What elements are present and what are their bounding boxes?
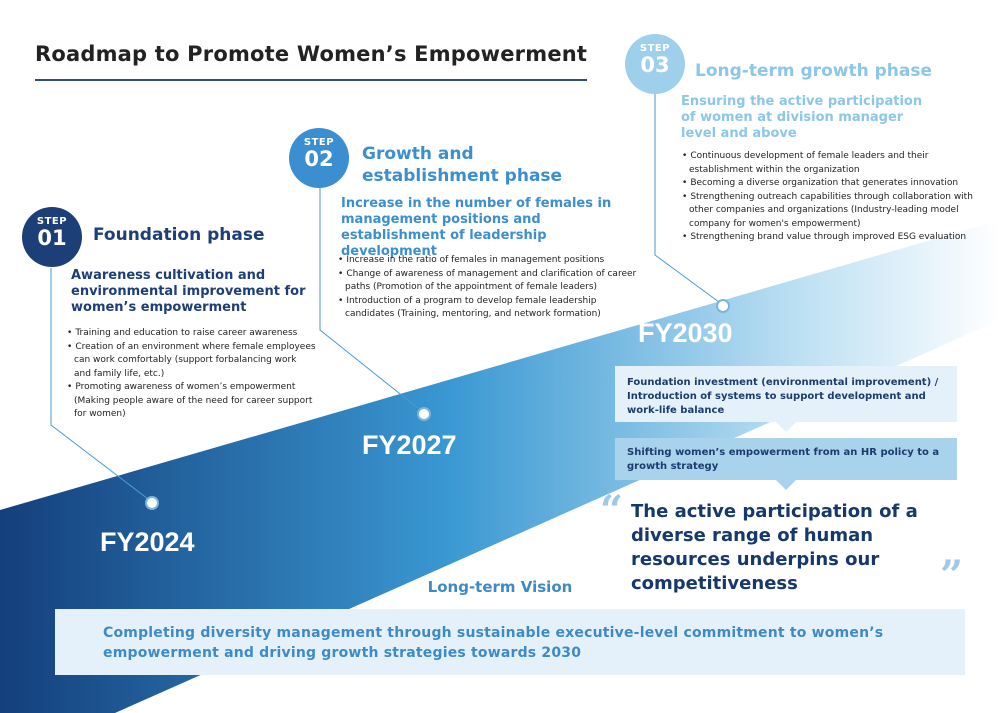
milestone-dot-fy2024 [145,496,159,510]
step-02-subheading: Increase in the number of females in management positions and establishment of leadership development [341,196,612,259]
flow-arrow-1 [776,422,796,432]
step-03-label: STEP [639,43,671,54]
step-01-subheading: Awareness cultivation and environmental improvement for women’s empowerment [71,268,306,315]
step-01-bullets [66,327,316,422]
step-02-number: 02 [304,147,334,171]
competitiveness-quote: The active participation of a diverse range of human resources underpins our competitiveness [631,501,918,594]
step-02-bullet: • Change of awareness of management and clarification of career paths (Promotion of the appointment of female leaders) [337,268,647,295]
step-03-phase: Long-term growth phase [695,61,932,81]
step-01-phase: Foundation phase [93,225,265,245]
step-02-bullet: • Increase in the ratio of females in management positions [337,254,647,268]
flow-arrow-2 [776,480,796,490]
flow-box-growth-strategy: Shifting women’s empowerment from an HR policy to a growth strategy [615,438,957,480]
milestone-year-fy2030: FY2030 [638,318,733,348]
step-01-bullet: • Creation of an environment where female employees can work comfortably (support forbalancing work and family life, etc.) [66,341,316,382]
step-03-bullet: • Strengthening outreach capabilities through collaboration with other companies and organizations (Industry-leading model company for women's empowerment) [681,191,976,232]
milestone-year-fy2027: FY2027 [362,430,457,460]
step-02-bullets [337,254,647,322]
step-03-badge [625,34,685,94]
step-02-phase: Growth and establishment phase [362,144,563,186]
page-title: Roadmap to Promote Women’s Empowerment [35,42,588,66]
open-quote-mark: “ [600,487,624,534]
flow-box-foundation-investment: Foundation investment (environmental improvement) / Introduction of systems to support development and work-life balance [615,366,957,422]
step-01-bullet: • Training and education to raise career awareness [66,327,316,341]
milestone-dot-fy2027 [417,407,431,421]
step-03-number: 03 [640,53,670,77]
step-03-bullet: • Continuous development of female leaders and their establishment within the organization [681,150,976,177]
close-quote-mark: ” [940,552,964,599]
vision-statement: Completing diversity management through sustainable executive-level commitment to women’s empowerment and driving growth strategies towards 2030 [55,609,965,675]
step-03-subheading: Ensuring the active participation of women at division manager level and above [681,94,923,141]
step-03-bullets [681,150,976,245]
step-03-bullet: • Becoming a diverse organization that generates innovation [681,177,976,191]
step-01-badge [22,207,82,267]
step-01-number: 01 [37,226,67,250]
step-03-bullet: • Strengthening brand value through improved ESG evaluation [681,231,976,245]
step-01-bullet: • Promoting awareness of women’s empowerment (Making people aware of the need for career support for women) [66,381,316,422]
step-02-badge [289,128,349,188]
step-02-label: STEP [303,137,335,148]
milestone-year-fy2024: FY2024 [100,527,195,557]
vision-label: Long-term Vision [427,578,573,596]
step-01-label: STEP [36,216,68,227]
title-underline [35,79,587,81]
step-02-bullet: • Introduction of a program to develop female leadership candidates (Training, mentoring, and network formation) [337,295,647,322]
milestone-dot-fy2030 [716,299,730,313]
